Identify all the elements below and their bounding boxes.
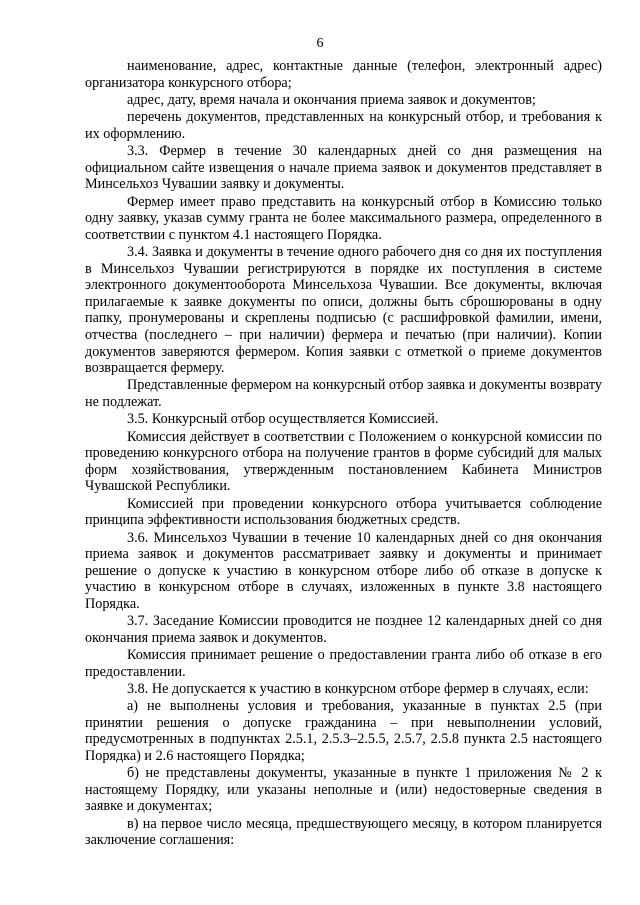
paragraph-3-8: 3.8. Не допускается к участию в конкурсном отборе фермер в случаях, если: <box>127 680 589 697</box>
paragraph-documents-list: перечень документов, представленных на конкурсный отбор, и требования к их оформлению. <box>85 109 602 142</box>
paragraph-efficiency: Комиссией при проведении конкурсного отбора учитывается соблюдение принципа эффективности использования бюджетных средств. <box>85 495 602 529</box>
paragraph-3-3: 3.3. Фермер в течение 30 календарных дней со дня размещения на официальном сайте извещения о начале приема заявок и документов представляет в Минсельхоз Чувашии заявку и документы. <box>85 143 602 193</box>
paragraph-commission-regulation: Комиссия действует в соответствии с Положением о конкурсной комиссии по проведению конкурсного отбора на получение грантов в форме субсидий для малых форм хозяйствования, утвержденным постановлением Кабинета Министров Чувашской Республики. <box>85 428 602 495</box>
document-body <box>85 58 602 850</box>
paragraph-organizer-contacts: наименование, адрес, контактные данные (телефон, электронный адрес) организатора конкурсного отбора; <box>85 58 602 91</box>
paragraph-item-b: б) не представлены документы, указанные в пункте 1 приложения № 2 к настоящему Порядку, или указаны неполные и (или) недостоверные сведения в заявке и документах; <box>85 765 602 815</box>
paragraph-3-5: 3.5. Конкурсный отбор осуществляется Комиссией. <box>127 411 439 428</box>
paragraph-one-application: Фермер имеет право представить на конкурсный отбор в Комиссию только одну заявку, указав сумму гранта не более максимального размера, определенного в соответствии с пунктом 4.1 настоящего Порядка. <box>85 193 602 243</box>
page-number: 6 <box>316 36 324 51</box>
paragraph-3-6: 3.6. Минсельхоз Чувашии в течение 10 календарных дней со дня окончания приема заявок и документов рассматривает заявку и документы и принимает решение о допуске к участию в конкурсном отборе либо об отказе в допуске к участию в конкурсном отборе в случаях, изложенных в пункте 3.8 настоящего Порядка. <box>85 529 602 612</box>
paragraph-address-dates: адрес, дату, время начала и окончания приема заявок и документов; <box>127 91 536 108</box>
paragraph-no-return: Представленные фермером на конкурсный отбор заявка и документы возврату не подлежат. <box>85 377 602 410</box>
paragraph-commission-decision: Комиссия принимает решение о предоставлении гранта либо об отказе в его предоставлении. <box>85 647 602 680</box>
paragraph-item-v: в) на первое число месяца, предшествующего месяцу, в котором планируется заключение соглашения: <box>85 815 602 849</box>
paragraph-item-a: а) не выполнены условия и требования, указанные в пунктах 2.5 (при принятии решения о допуске гражданина – при невыполнении условий, предусмотренных в подпунктах 2.5.1, 2.5.3–2.5.5, 2.5.7, 2.5.8 пункта 2.5 настоящего Порядка) и 2.6 настоящего Порядка; <box>85 698 602 764</box>
paragraph-3-7: 3.7. Заседание Комиссии проводится не позднее 12 календарных дней со дня окончания приема заявок и документов. <box>85 613 602 646</box>
paragraph-3-4: 3.4. Заявка и документы в течение одного рабочего дня со дня их поступления в Минсельхоз Чувашии регистрируются в порядке их поступления в системе электронного документооборота Минсельхоза Чувашии. Все документы, включая прилагаемые к заявке документы по описи, должны быть сброшюрованы в одну папку, пронумерованы и скреплены подписью (с расшифровкой фамилии, имени, отчества (последнего – при наличии) фермера и печатью (при наличии). Копии документов заверяются фермером. Копия заявки с отметкой о приеме документов возвращается фермеру. <box>85 243 602 377</box>
